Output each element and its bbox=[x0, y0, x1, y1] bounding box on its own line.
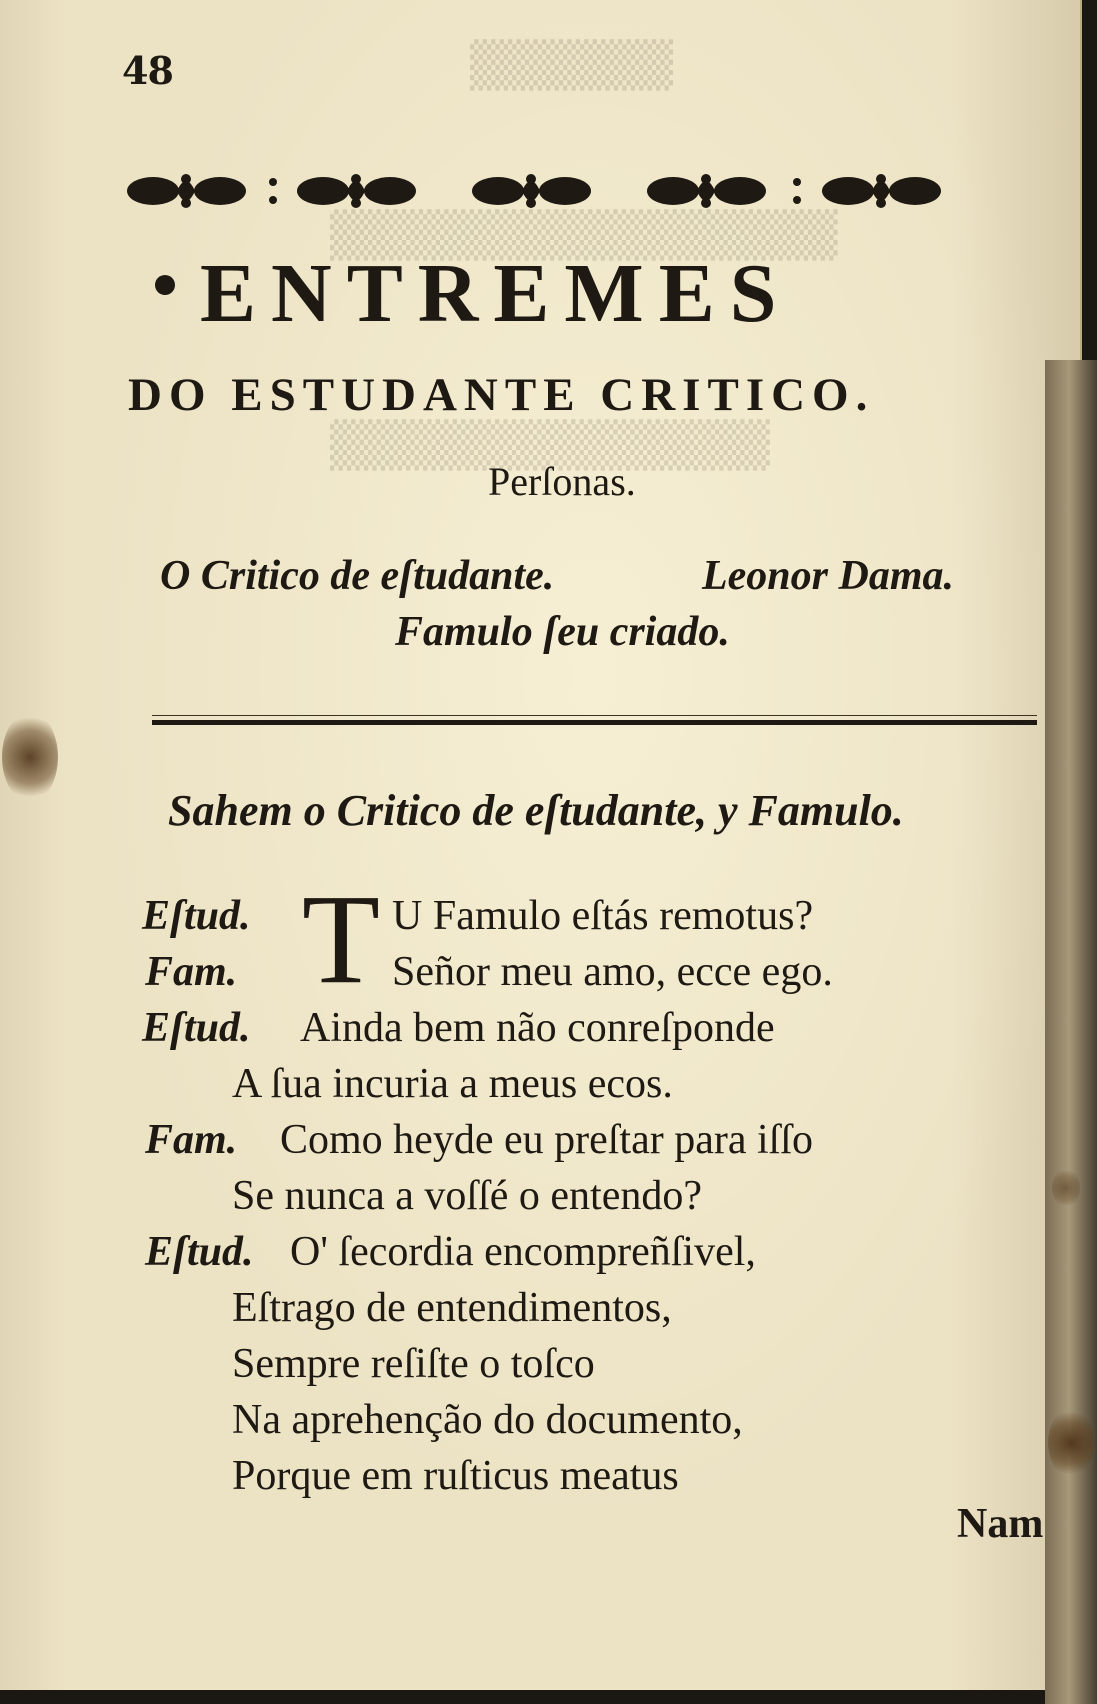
verse-line: A ſua incuria a meus ecos. bbox=[232, 1061, 673, 1107]
drop-cap bbox=[302, 884, 380, 992]
speaker-label: Eſtud. bbox=[145, 1229, 254, 1275]
play-subtitle: DO ESTUDANTE CRITICO. bbox=[128, 369, 875, 421]
verse-line: U Famulo eſtás remotus? bbox=[392, 893, 814, 939]
cast-member: Leonor Dama. bbox=[702, 553, 954, 599]
speaker-label: Eſtud. bbox=[142, 893, 251, 939]
drop-cap-letter: T bbox=[302, 884, 380, 992]
show-through-text: ▒▒▒▒▒▒▒▒▒▒▒▒▒▒▒ bbox=[330, 210, 838, 261]
speaker-label: Fam. bbox=[145, 949, 238, 995]
page-number: 48 bbox=[122, 48, 173, 93]
ink-stain bbox=[2, 712, 58, 802]
title-bullet bbox=[155, 275, 175, 295]
cast-member: Famulo ſeu criado. bbox=[395, 609, 730, 655]
speaker-label: Fam. bbox=[145, 1117, 238, 1163]
verse-line: Señor meu amo, ecce ego. bbox=[392, 949, 833, 995]
ink-stain bbox=[1052, 1168, 1080, 1208]
personas-heading: Perſonas. bbox=[488, 459, 636, 504]
stage-direction: Sahem o Critico de eſtudante, y Famulo. bbox=[168, 786, 904, 835]
ink-stain bbox=[1048, 1408, 1094, 1478]
torn-page-edge bbox=[1045, 360, 1097, 1704]
verse-line: Sempre reſiſte o toſco bbox=[232, 1341, 595, 1387]
show-through-text: ▒▒▒▒▒▒▒▒▒▒▒▒▒ bbox=[330, 420, 770, 471]
verse-line: Eſtrago de entendimentos, bbox=[232, 1285, 672, 1331]
decorative-ornament-band bbox=[125, 168, 1030, 214]
verse-line: Se nunca a voſſé o entendo? bbox=[232, 1173, 702, 1219]
verse-line: Ainda bem não conreſponde bbox=[300, 1005, 775, 1051]
show-through-text: ▒▒▒▒▒▒ bbox=[470, 40, 674, 91]
verse-line: Na aprehenção do documento, bbox=[232, 1397, 743, 1443]
divider-rule bbox=[152, 720, 1037, 725]
verse-line: Porque em ruſticus meatus bbox=[232, 1453, 679, 1499]
verse-line: O' ſecordia encompreñſivel, bbox=[290, 1229, 756, 1275]
speaker-label: Eſtud. bbox=[142, 1005, 251, 1051]
play-title: ENTREMES bbox=[200, 247, 792, 340]
cast-member: O Critico de eſtudante. bbox=[160, 553, 555, 599]
catchword: Nam bbox=[957, 1501, 1044, 1547]
verse-line: Como heyde eu preſtar para iſſo bbox=[280, 1117, 813, 1163]
divider-thin bbox=[152, 715, 1037, 716]
